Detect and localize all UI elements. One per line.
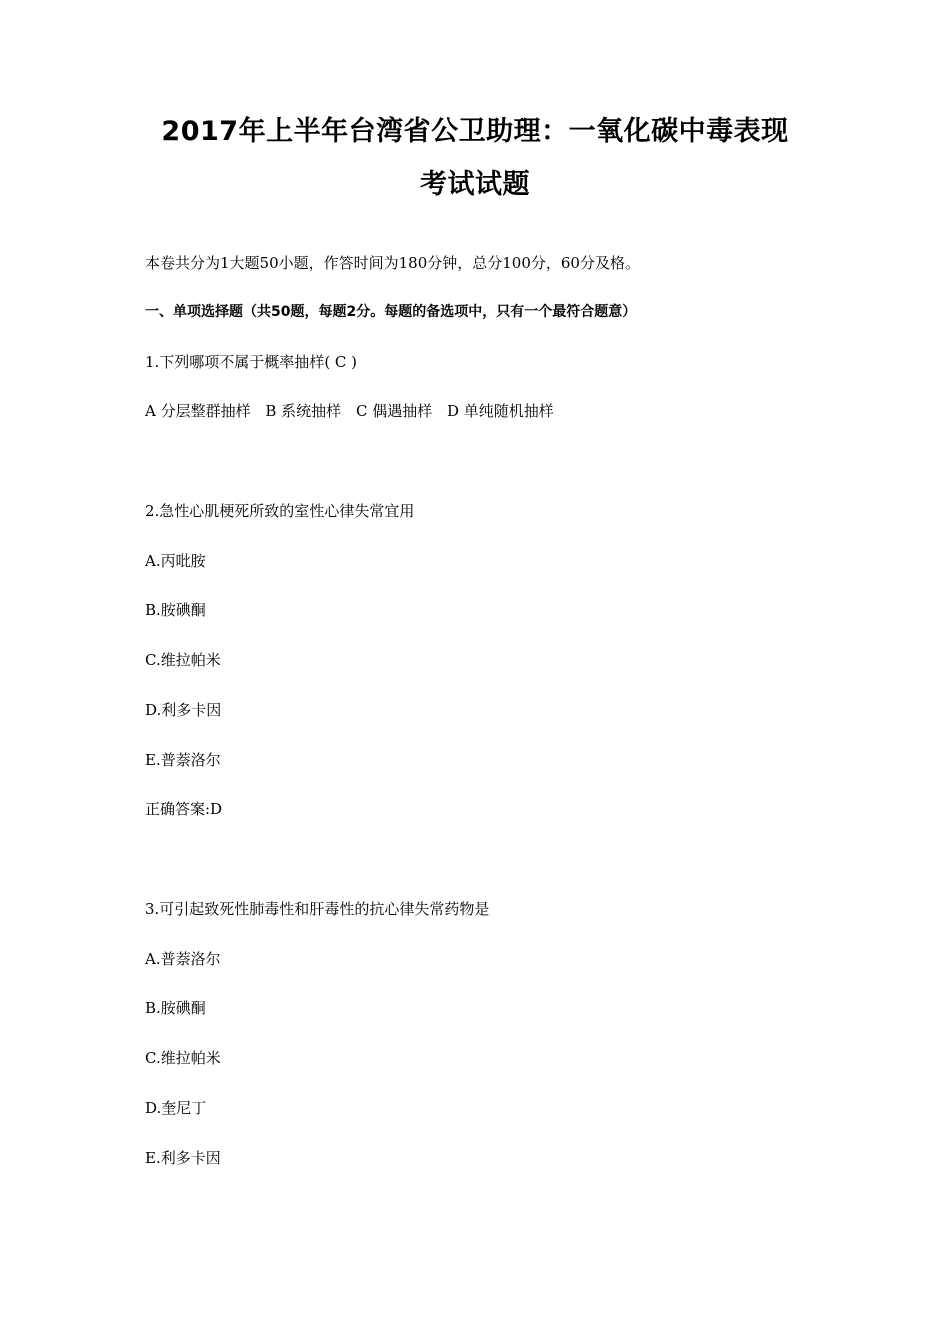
- exam-intro: 本卷共分为1大题50小题，作答时间为180分钟，总分100分，60分及格。: [145, 254, 640, 272]
- question-3-option-d: D.奎尼丁: [145, 1099, 207, 1117]
- question-2-option-c: C.维拉帕米: [145, 651, 221, 669]
- question-2-answer: 正确答案:D: [145, 800, 223, 818]
- question-2-stem: 2.急性心肌梗死所致的室性心律失常宜用: [145, 502, 415, 520]
- section-heading: 一、单项选择题（共50题，每题2分。每题的备选项中，只有一个最符合题意）: [145, 304, 637, 320]
- document-title-line-1: 2017年上半年台湾省公卫助理：一氧化碳中毒表现: [161, 116, 789, 147]
- question-3-stem: 3.可引起致死性肺毒性和肝毒性的抗心律失常药物是: [145, 900, 490, 918]
- question-3-option-a: A.普萘洛尔: [145, 950, 221, 968]
- question-1-option-a: A 分层整群抽样: [145, 402, 251, 420]
- question-3-option-b: B.胺碘酮: [145, 999, 206, 1017]
- question-1-stem: 1.下列哪项不属于概率抽样( C ): [145, 353, 358, 371]
- question-3-option-e: E.利多卡因: [145, 1149, 221, 1167]
- question-2-option-a: A.丙吡胺: [145, 552, 206, 570]
- question-1-options: [145, 401, 554, 421]
- question-1-option-b: B 系统抽样: [265, 402, 342, 420]
- question-2-option-e: E.普萘洛尔: [145, 751, 221, 769]
- question-2-option-d: D.利多卡因: [145, 701, 222, 719]
- document-title-line-2: 考试试题: [420, 169, 530, 200]
- question-1-option-c: C 偶遇抽样: [355, 402, 433, 420]
- question-1-option-d: D 单纯随机抽样: [447, 402, 554, 420]
- question-2-option-b: B.胺碘酮: [145, 601, 206, 619]
- question-3-option-c: C.维拉帕米: [145, 1049, 221, 1067]
